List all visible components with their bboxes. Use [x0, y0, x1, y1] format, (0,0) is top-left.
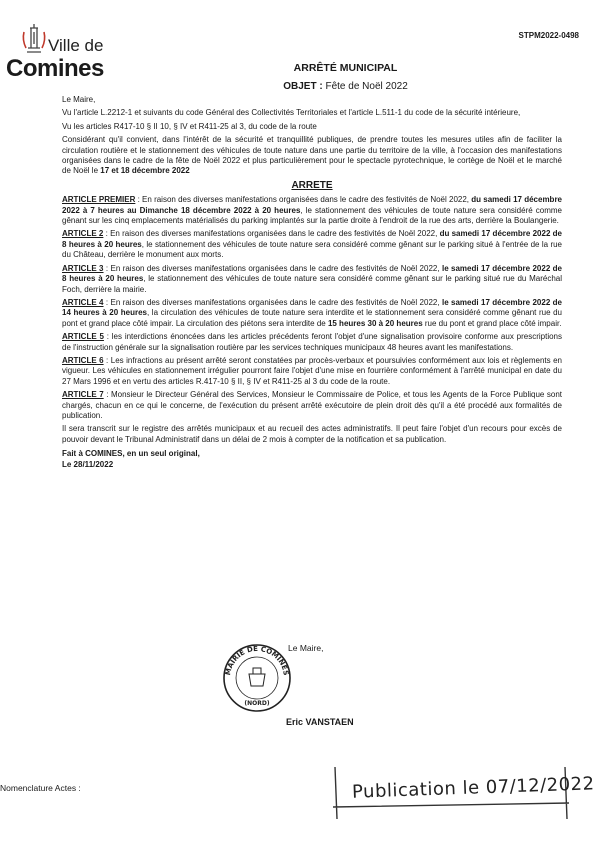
- preamble-considerant: Considérant qu'il convient, dans l'intérêt de la sécurité et tranquillité publiques, de prendre toutes les mesures utiles afin de faciliter la circulation routière et le stationnement des véhicules de toute nature dans une partie du territoire de la ville, à l'occasion des manifestations organisées dans le cadre de la fête de Noël 2022 et plus particulièrement pour le spectacle pyrotechnique, le cortège de Noël et le marché de Noël le 17 et 18 décembre 2022: [62, 135, 562, 176]
- article-2: ARTICLE 2 : En raison des diverses manifestations organisées dans le cadre des festivités de Noël 2022, du samedi 17 décembre 2022 de 8 heures à 20 heures, le stationnement des véhicules de toute nature sera considéré comme gênant sur le parking situé à l'entrée de la rue du Château, derrière le monument aux morts.: [62, 229, 563, 260]
- logo-comines: Comines: [6, 55, 104, 82]
- preamble-vu-1: Vu l'article L.2212-1 et suivants du code Général des Collectivités Territoriales et l'article L.511-1 du code de la sécurité intérieure,: [62, 108, 521, 118]
- article-3: ARTICLE 3 : En raison des diverses manifestations organisées dans le cadre des festivités de Noël 2022, le samedi 17 décembre 2022 de 8 heures à 20 heures, le stationnement des véhicules de toute nature sera considéré comme gênant sur le parking situé rue du Maréchal Foch, derrière la mairie.: [62, 263, 563, 294]
- preamble-vu-2: Vu les articles R417-10 § II 10, § IV et R411-25 al 3, du code de la route: [62, 121, 317, 131]
- article-7: ARTICLE 7 : Monsieur le Directeur Général des Services, Monsieur le Commissaire de Police, et tous les Agents de la Force Publique sont chargés, chacun en ce qui le concerne, de l'exécution du présent arrêté exécutoire de plein droit dès qu'il a été procédé aux formalités de publication.: [62, 390, 562, 420]
- article-1: ARTICLE PREMIER : En raison des diverses manifestations organisées dans le cadre des festivités de Noël 2022, du samedi 17 décembre 2022 à 7 heures au Dimanche 18 décembre 2022 à 20 heures, le stationnement des véhicules de toute nature sera considéré comme gênant sur les cinq emplacements matérialisés du parking implantés sur la partie droite à l'endroit de la rue des arts, derrière la Boulangerie.: [62, 195, 563, 226]
- article-4: ARTICLE 4 : En raison des diverses manifestations organisées dans le cadre des festivités de Noël 2022, le samedi 17 décembre 2022 de 14 heures à 20 heures, la circulation des véhicules de toute nature sera interdite et le stationnement sera considéré comme gênant rue du pont et grand place côté impair. La circulation des piétons sera interdite de 15 heures 30 à 20 heures rue du pont et grand place côté impair.: [62, 297, 562, 328]
- svg-text:(NORD): (NORD): [244, 700, 270, 707]
- nomenclature-label: Nomenclature Actes :: [0, 783, 81, 793]
- publication-stamp: Publication le 07/12/2022: [351, 773, 595, 803]
- signature-name: Eric VANSTAEN: [286, 717, 354, 727]
- arrete-heading: ARRETE: [291, 179, 333, 191]
- object-label: OBJET :: [283, 81, 323, 92]
- document-object: [48, 81, 595, 92]
- closing-date: Le 28/11/2022: [62, 459, 114, 469]
- closing-fait: Fait à COMINES, en un seul original,: [62, 449, 200, 459]
- logo-ville: Ville de: [48, 36, 104, 55]
- signature-title: Le Maire,: [288, 643, 324, 653]
- article-6: ARTICLE 6 : Les infractions au présent arrêté seront constatées par procès-verbaux et poursuivies conformément aux lois et règlements en vigueur. Les véhicules en stationnement irrégulier pourront faire l'objet d'une mise en fourrière conformément à l'arrêté municipal en date du 27 Mars 1996 et en vertu des articles R.417-10 § II, § IV et R411-25 al 3 du code de la route.: [62, 355, 563, 386]
- svg-text:MAIRIE DE COMINES: MAIRIE DE COMINES: [224, 644, 290, 677]
- document-reference: STPM2022-0498: [518, 31, 579, 40]
- document-title: ARRÊTÉ MUNICIPAL: [293, 62, 398, 74]
- preamble-maire: Le Maire,: [62, 95, 96, 104]
- tower-icon: [18, 22, 48, 58]
- object-value: Fête de Noël 2022: [325, 81, 408, 92]
- article-5: ARTICLE 5 : les interdictions énoncées dans les articles précédents feront l'objet d'une signalisation provisoire conforme aux prescriptions de l'instruction générale sur la signalisation routière par les services techniques municipaux 48 heures avant les manifestations.: [62, 332, 562, 352]
- closing-transcription: Il sera transcrit sur le registre des arrêtés municipaux et au recueil des actes administratifs. Il peut faire l'objet d'un recours pour excès de pouvoir devant le Tribunal Administratif dans un délai de 2 mois à compter de la notification et sa publication.: [62, 424, 562, 444]
- document-body: [62, 95, 562, 470]
- mairie-seal-icon: [222, 638, 292, 716]
